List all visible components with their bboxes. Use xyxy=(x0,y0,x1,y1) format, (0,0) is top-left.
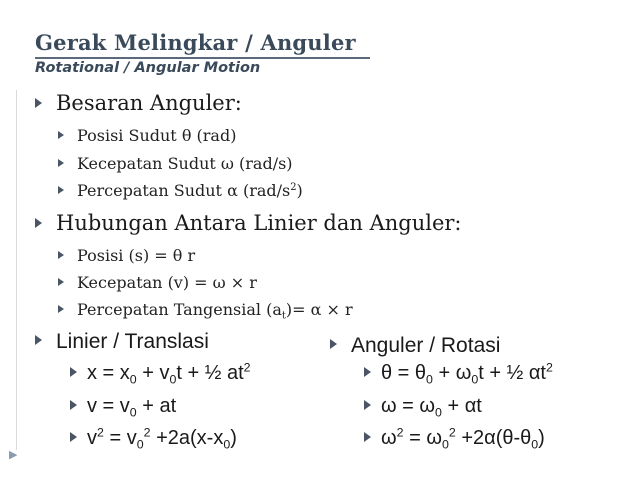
formula-part: 0 xyxy=(426,372,433,387)
anguler-equation-1 xyxy=(364,362,553,385)
bullet-posisi-s xyxy=(58,246,195,265)
formula-part: = v xyxy=(103,427,137,449)
kecepatan-sudut-text: Kecepatan Sudut ω (rad/s) xyxy=(77,154,293,173)
percepatan-tangensial-text xyxy=(77,300,353,322)
formula-part: + αt xyxy=(441,395,482,417)
bullet-arrow-icon xyxy=(58,186,64,194)
formula-part: 2 xyxy=(290,182,297,194)
formula-part: +2a(x-x xyxy=(150,427,224,449)
formula-part: +2α(θ-θ xyxy=(455,427,532,449)
bullet-percepatan-sudut xyxy=(58,181,303,200)
formula-part: 2 xyxy=(243,360,251,375)
bullet-arrow-icon xyxy=(58,278,64,286)
formula-part: 0 xyxy=(435,405,442,420)
formula-part: ) xyxy=(538,427,545,449)
bullet-arrow-icon xyxy=(330,339,337,349)
formula-part: ω = ω xyxy=(381,395,436,417)
formula-part: t + ½ at xyxy=(176,362,244,384)
formula-part: 0 xyxy=(223,437,231,452)
anguler-heading xyxy=(330,334,500,358)
linier-equation-3 xyxy=(70,427,237,450)
slide-subtitle: Rotational / Angular Motion xyxy=(35,60,261,76)
formula-part: Linier / Translasi xyxy=(56,330,209,353)
formula-part: 0 xyxy=(531,437,539,452)
bullet-arrow-icon xyxy=(70,432,77,442)
formula-part: 2 xyxy=(546,360,553,375)
formula-part: 2 xyxy=(97,425,104,440)
formula-part: 0 xyxy=(136,437,144,452)
formula-part: + at xyxy=(136,395,177,417)
bullet-kecepatan-v xyxy=(58,273,257,292)
formula-part: v xyxy=(87,427,97,449)
bullet-arrow-icon xyxy=(58,305,64,313)
bullet-arrow-icon xyxy=(364,367,371,377)
formula-part: 2 xyxy=(396,425,404,440)
title-underline xyxy=(35,57,370,59)
formula-part: 0 xyxy=(471,372,479,387)
anguler-equation-2 xyxy=(364,395,482,418)
bullet-arrow-icon xyxy=(58,251,64,259)
formula-part: t + ½ αt xyxy=(478,362,546,384)
slide-title: Gerak Melingkar / Anguler xyxy=(35,30,356,55)
bullet-percepatan-tangensial xyxy=(58,300,353,322)
bullet-arrow-icon xyxy=(58,131,64,139)
kecepatan-v-text: Kecepatan (v) = ω × r xyxy=(77,273,257,292)
formula-part: = ω xyxy=(403,427,442,449)
formula-part: Percepatan Sudut α (rad/s xyxy=(77,181,291,200)
bullet-arrow-icon xyxy=(70,367,77,377)
section1-heading: Besaran Anguler: xyxy=(56,91,242,115)
linier-heading xyxy=(35,330,209,354)
formula-part: 0 xyxy=(169,372,177,387)
bullet-posisi-sudut xyxy=(58,126,236,145)
bullet-arrow-icon xyxy=(364,432,371,442)
bullet-arrow-icon xyxy=(70,400,77,410)
percepatan-sudut-text xyxy=(77,181,303,200)
corner-arrow-icon: ▶ xyxy=(9,448,18,461)
bullet-arrow-icon xyxy=(35,335,42,345)
formula-part: ω xyxy=(381,427,397,449)
formula-part: + ω xyxy=(432,362,472,384)
bullet-arrow-icon xyxy=(364,400,371,410)
formula-part: + v xyxy=(136,362,170,384)
bullet-arrow-icon xyxy=(58,159,64,167)
posisi-sudut-text: Posisi Sudut θ (rad) xyxy=(77,126,237,145)
bullet-kecepatan-sudut xyxy=(58,154,293,173)
formula-part: 2 xyxy=(448,425,456,440)
bullet-besaran-anguler xyxy=(35,91,242,115)
left-divider xyxy=(16,90,17,450)
formula-part: Percepatan Tangensial (a xyxy=(77,300,282,319)
formula-part: 0 xyxy=(129,372,137,387)
bullet-hubungan xyxy=(35,211,462,235)
bullet-arrow-icon xyxy=(35,98,42,108)
linier-equation-2 xyxy=(70,395,176,418)
formula-part: )= α × r xyxy=(285,300,353,319)
formula-part: 2 xyxy=(143,425,151,440)
formula-part: x = x xyxy=(87,362,130,384)
formula-part: θ = θ xyxy=(381,362,427,384)
section2-heading: Hubungan Antara Linier dan Anguler: xyxy=(56,211,462,235)
bullet-arrow-icon xyxy=(35,218,42,228)
formula-part: 0 xyxy=(129,405,137,420)
formula-part: ) xyxy=(296,181,303,200)
formula-part: ) xyxy=(230,427,237,449)
anguler-equation-3 xyxy=(364,427,545,450)
formula-part: Anguler / Rotasi xyxy=(351,334,501,357)
formula-part: v = v xyxy=(87,395,130,417)
formula-part: 0 xyxy=(441,437,449,452)
posisi-s-text: Posisi (s) = θ r xyxy=(77,246,196,265)
formula-part: t xyxy=(281,310,286,322)
linier-equation-1 xyxy=(70,362,251,385)
